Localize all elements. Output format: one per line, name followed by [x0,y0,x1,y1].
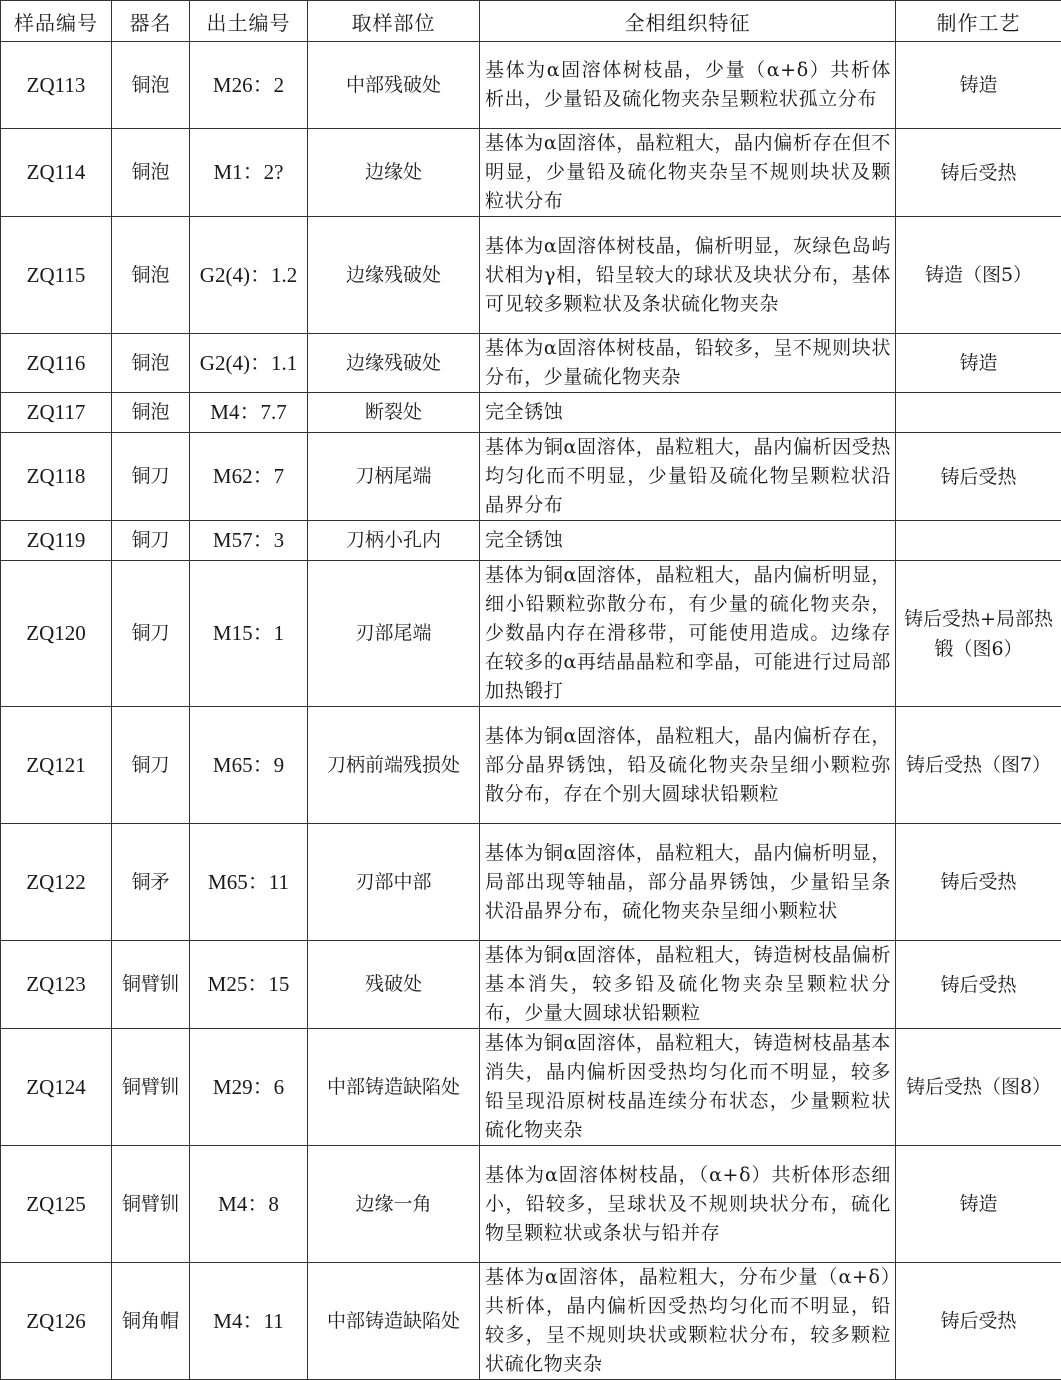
cell-sampling-part: 刀柄尾端 [308,433,480,521]
cell-metallographic-feature: 基体为α固溶体树枝晶，铅较多，呈不规则块状分布，少量硫化物夹杂 [480,334,896,393]
cell-object-name: 铜刀 [112,561,190,707]
table-row [1,42,1061,129]
header-sampling-part: 取样部位 [308,1,480,42]
cell-object-name: 铜臂钏 [112,941,190,1029]
cell-sample-id: ZQ123 [1,941,112,1029]
cell-sampling-part: 刀柄小孔内 [308,521,480,561]
header-process: 制作工艺 [896,1,1061,42]
cell-sampling-part: 中部残破处 [308,42,480,129]
table-body [1,42,1061,1380]
cell-object-name: 铜泡 [112,334,190,393]
cell-sample-id: ZQ120 [1,561,112,707]
cell-metallographic-feature: 基体为铜α固溶体，晶粒粗大，晶内偏析因受热均匀化而不明显，少量铅及硫化物呈颗粒状沿晶界分布 [480,433,896,521]
cell-sample-id: ZQ116 [1,334,112,393]
cell-sampling-part: 刀柄前端残损处 [308,707,480,824]
table-row [1,334,1061,393]
cell-process: 铸造 [896,42,1061,129]
cell-excavation-no: M1：2? [190,129,308,217]
cell-excavation-no: M65：11 [190,824,308,941]
cell-process: 铸后受热 [896,129,1061,217]
table-row [1,941,1061,1029]
cell-excavation-no: M4：11 [190,1263,308,1380]
cell-excavation-no: M26：2 [190,42,308,129]
cell-metallographic-feature: 基体为α固溶体树枝晶，少量（α+δ）共析体析出，少量铅及硫化物夹杂呈颗粒状孤立分布 [480,42,896,129]
cell-sampling-part: 刃部尾端 [308,561,480,707]
cell-sample-id: ZQ122 [1,824,112,941]
cell-object-name: 铜刀 [112,707,190,824]
header-excavation-no: 出土编号 [190,1,308,42]
cell-excavation-no: M57：3 [190,521,308,561]
cell-object-name: 铜臂钏 [112,1146,190,1263]
cell-metallographic-feature: 基体为α固溶体，晶粒粗大，分布少量（α+δ）共析体，晶内偏析因受热均匀化而不明显，铅较多，呈不规则块状或颗粒状分布，较多颗粒状硫化物夹杂 [480,1263,896,1380]
cell-sampling-part: 边缘处 [308,129,480,217]
cell-process: 铸后受热（图7） [896,707,1061,824]
cell-process: 铸后受热 [896,1263,1061,1380]
cell-sample-id: ZQ121 [1,707,112,824]
table-row [1,824,1061,941]
table-row [1,561,1061,707]
cell-object-name: 铜矛 [112,824,190,941]
cell-sample-id: ZQ118 [1,433,112,521]
cell-sampling-part: 中部铸造缺陷处 [308,1029,480,1146]
table-row [1,1029,1061,1146]
table-row [1,1146,1061,1263]
cell-metallographic-feature: 基体为α固溶体树枝晶，（α+δ）共析体形态细小，铅较多，呈球状及不规则块状分布，硫化物呈颗粒状或条状与铅并存 [480,1146,896,1263]
table-row [1,217,1061,334]
cell-sampling-part: 边缘残破处 [308,217,480,334]
cell-process: 铸后受热 [896,433,1061,521]
cell-object-name: 铜角帽 [112,1263,190,1380]
table-row [1,1263,1061,1380]
cell-sample-id: ZQ115 [1,217,112,334]
cell-metallographic-feature: 完全锈蚀 [480,393,896,433]
cell-sample-id: ZQ125 [1,1146,112,1263]
cell-sampling-part: 断裂处 [308,393,480,433]
cell-excavation-no: M4：7.7 [190,393,308,433]
header-object-name: 器名 [112,1,190,42]
table-row [1,707,1061,824]
cell-object-name: 铜臂钏 [112,1029,190,1146]
header-row [1,1,1061,42]
cell-sampling-part: 中部铸造缺陷处 [308,1263,480,1380]
cell-excavation-no: G2(4)：1.2 [190,217,308,334]
table-row [1,129,1061,217]
header-sample-id: 样品编号 [1,1,112,42]
cell-process [896,393,1061,433]
table-row [1,433,1061,521]
table-header [1,1,1061,42]
cell-metallographic-feature: 基体为铜α固溶体，晶粒粗大，晶内偏析明显，局部出现等轴晶，部分晶界锈蚀，少量铅呈条状沿晶界分布，硫化物夹杂呈细小颗粒状 [480,824,896,941]
cell-process: 铸后受热+局部热锻（图6） [896,561,1061,707]
cell-sampling-part: 边缘一角 [308,1146,480,1263]
cell-metallographic-feature: 基体为铜α固溶体，晶粒粗大，铸造树枝晶偏析基本消失，较多铅及硫化物夹杂呈颗粒状分布，少量大圆球状铅颗粒 [480,941,896,1029]
cell-process: 铸造 [896,334,1061,393]
table-row [1,521,1061,561]
cell-metallographic-feature: 基体为铜α固溶体，晶粒粗大，晶内偏析明显，细小铅颗粒弥散分布，有少量的硫化物夹杂，少数晶内存在滑移带，可能使用造成。边缘存在较多的α再结晶晶粒和孪晶，可能进行过局部加热锻打 [480,561,896,707]
table-row [1,393,1061,433]
cell-excavation-no: M29：6 [190,1029,308,1146]
cell-sample-id: ZQ114 [1,129,112,217]
cell-sample-id: ZQ113 [1,42,112,129]
header-metallographic-feature: 全相组织特征 [480,1,896,42]
cell-object-name: 铜刀 [112,433,190,521]
cell-process: 铸后受热 [896,824,1061,941]
cell-sampling-part: 边缘残破处 [308,334,480,393]
cell-metallographic-feature: 完全锈蚀 [480,521,896,561]
cell-object-name: 铜刀 [112,521,190,561]
cell-metallographic-feature: 基体为铜α固溶体，晶粒粗大，晶内偏析存在，部分晶界锈蚀，铅及硫化物夹杂呈细小颗粒弥散分布，存在个别大圆球状铅颗粒 [480,707,896,824]
cell-metallographic-feature: 基体为铜α固溶体，晶粒粗大，铸造树枝晶基本消失，晶内偏析因受热均匀化而不明显，较多铅呈现沿原树枝晶连续分布状态，少量颗粒状硫化物夹杂 [480,1029,896,1146]
cell-sample-id: ZQ126 [1,1263,112,1380]
cell-excavation-no: M62：7 [190,433,308,521]
cell-sampling-part: 刃部中部 [308,824,480,941]
cell-sample-id: ZQ119 [1,521,112,561]
cell-excavation-no: G2(4)：1.1 [190,334,308,393]
cell-process: 铸后受热 [896,941,1061,1029]
cell-excavation-no: M25：15 [190,941,308,1029]
cell-sample-id: ZQ117 [1,393,112,433]
cell-sample-id: ZQ124 [1,1029,112,1146]
cell-process [896,521,1061,561]
cell-object-name: 铜泡 [112,393,190,433]
cell-metallographic-feature: 基体为α固溶体树枝晶，偏析明显，灰绿色岛屿状相为γ相，铅呈较大的球状及块状分布，基体可见较多颗粒状及条状硫化物夹杂 [480,217,896,334]
cell-process: 铸后受热（图8） [896,1029,1061,1146]
cell-object-name: 铜泡 [112,129,190,217]
cell-excavation-no: M65：9 [190,707,308,824]
cell-object-name: 铜泡 [112,217,190,334]
cell-excavation-no: M15：1 [190,561,308,707]
cell-sampling-part: 残破处 [308,941,480,1029]
cell-excavation-no: M4：8 [190,1146,308,1263]
cell-process: 铸造 [896,1146,1061,1263]
cell-process: 铸造（图5） [896,217,1061,334]
cell-metallographic-feature: 基体为α固溶体，晶粒粗大，晶内偏析存在但不明显，少量铅及硫化物夹杂呈不规则块状及颗粒状分布 [480,129,896,217]
cell-object-name: 铜泡 [112,42,190,129]
